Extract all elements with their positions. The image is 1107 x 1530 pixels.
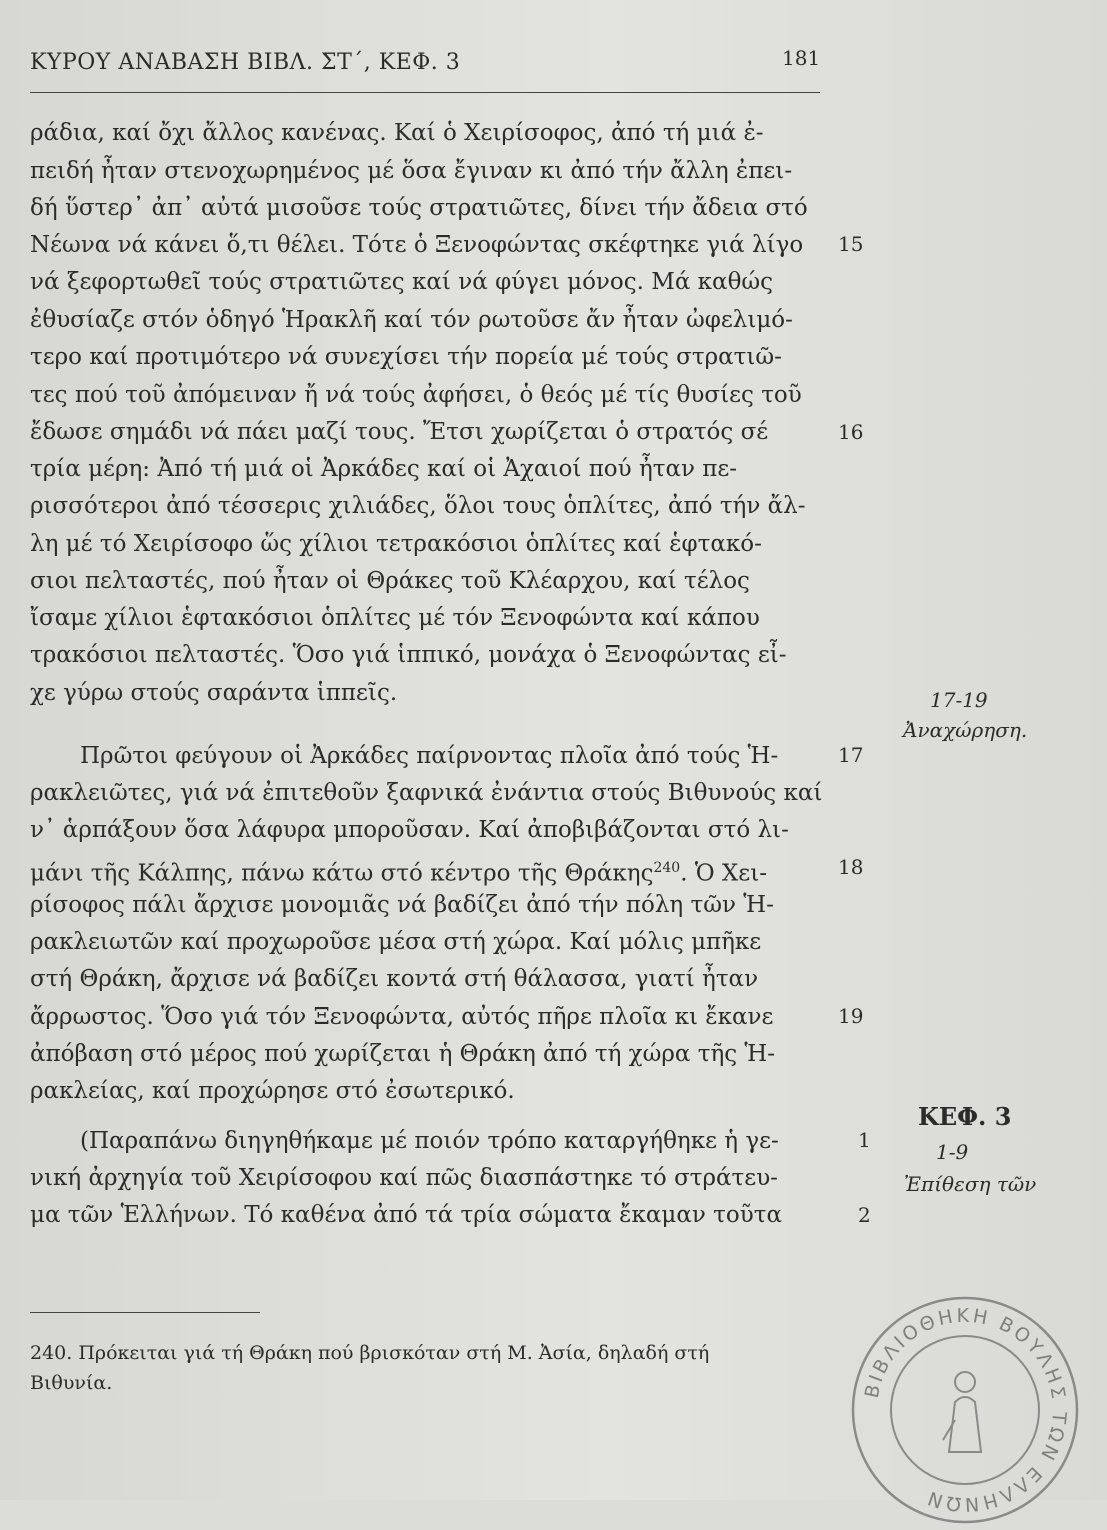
text-line: μα τῶν Ἑλλήνων. Τό καθένα ἀπό τά τρία σώματα ἔκαμαν τοῦτα [30,1202,782,1228]
line-number: 16 [838,420,864,444]
margin-label: Ἐπίθεση τῶν [904,1172,1037,1196]
margin-label: Ἀναχώρηση. [903,718,1028,742]
text-line: ρακλείας, καί προχώρησε στό ἐσωτερικό. [30,1078,515,1104]
text-line: νική ἀρχηγία τοῦ Χειρίσοφου καί πῶς διασπάστηκε τό στράτευ- [30,1165,778,1191]
text-line: ρίσοφος πάλι ἄρχισε μονομιᾶς νά βαδίζει ἀπό τήν πόλη τῶν Ἡ- [30,892,774,918]
text-line: ἄρρωστος. Ὅσο γιά τόν Ξενοφώντα, αὐτός πῆρε πλοῖα κι ἔκανε [30,1004,774,1030]
header-rule [30,92,820,93]
stamp-text: ΒΙΒΛΙΟΘΗΚΗ ΒΟΥΛΗΣ ΤΩΝ ΕΛΛΗΝΩΝ [860,1304,1071,1516]
footnote-line: 240. Πρόκειται γιά τή Θράκη πού βρισκόταν στή Μ. Ἀσία, δηλαδή στή [30,1342,710,1364]
text-segment: μάνι τῆς Κάλπης, πάνω κάτω στό κέντρο τῆς Θράκης [30,860,654,887]
library-stamp [845,1290,1085,1530]
running-header-title: ΚΥΡΟΥ ΑΝΑΒΑΣΗ ΒΙΒΛ. ΣΤ΄, ΚΕΦ. 3 [30,50,461,75]
text-line: ρισσότεροι ἀπό τέσσερις χιλιάδες, ὅλοι τους ὁπλίτες, ἀπό τήν ἄλ- [30,493,806,519]
line-number: 15 [838,232,864,256]
text-line: πειδή ἦταν στενοχωρημένος μέ ὅσα ἔγιναν κι ἀπό τήν ἄλλη ἐπει- [30,158,793,184]
text-line: δή ὕστερ᾽ ἀπ᾽ αὐτά μισοῦσε τούς στρατιῶτες, δίνει τήν ἄδεια στό [30,195,808,221]
text-line: ἀπόβαση στό μέρος πού χωρίζεται ἡ Θράκη ἀπό τή χώρα τῆς Ἡ- [30,1041,776,1067]
text-line: νά ξεφορτωθεῖ τούς στρατιῶτες καί νά φύγει μόνος. Μά καθώς [30,269,774,295]
line-number: 17 [838,743,864,767]
line-number: 1 [858,1128,871,1152]
text-line: ν᾽ ἁρπάξουν ὅσα λάφυρα μποροῦσαν. Καί ἀποβιβάζονται στό λι- [30,817,789,843]
text-line: Πρῶτοι φεύγουν οἱ Ἀρκάδες παίρνοντας πλοῖα ἀπό τούς Ἡ- [80,743,779,769]
text-line: ρακλειῶτες, γιά νά ἐπιτεθοῦν ξαφνικά ἐνάντια στούς Βιθυνούς καί [30,780,823,806]
chapter-heading: ΚΕΦ. 3 [918,1102,1012,1131]
margin-range: 17-19 [930,688,988,712]
text-line-with-footnote [30,853,830,889]
text-line: σιοι πελταστές, πού ἦταν οἱ Θράκες τοῦ Κλέαρχου, καί τέλος [30,568,750,594]
text-line: τρακόσιοι πελταστές. Ὅσο γιά ἱππικό, μονάχα ὁ Ξενοφώντας εἶ- [30,642,787,668]
text-line: τερο καί προτιμότερο νά συνεχίσει τήν πορεία μέ τούς στρατιῶ- [30,344,782,370]
footnote-rule [30,1312,260,1313]
page-number: 181 [782,46,821,70]
text-line: ἐθυσίαζε στόν ὁδηγό Ἡρακλῆ καί τόν ρωτοῦσε ἄν ἦταν ὠφελιμό- [30,307,793,333]
text-line: στή Θράκη, ἄρχισε νά βαδίζει κοντά στή θάλασσα, γιατί ἦταν [30,966,759,992]
footnote-line: Βιθυνία. [30,1372,113,1394]
text-line: τρία μέρη: Ἀπό τή μιά οἱ Ἀρκάδες καί οἱ Ἀχαιοί πού ἦταν πε- [30,456,738,482]
text-line: (Παραπάνω διηγηθήκαμε μέ ποιόν τρόπο καταργήθηκε ἡ γε- [80,1128,779,1154]
margin-range: 1-9 [936,1140,969,1164]
text-line: λη μέ τό Χειρίσοφο ὥς χίλιοι τετρακόσιοι ὁπλίτες καί ἑφτακό- [30,531,762,557]
text-line: Νέωνα νά κάνει ὅ,τι θέλει. Τότε ὁ Ξενοφώντας σκέφτηκε γιά λίγο [30,232,804,258]
line-number: 2 [858,1203,871,1227]
text-line: ἴσαμε χίλιοι ἑφτακόσιοι ὁπλίτες μέ τόν Ξενοφώντα καί κάπου [30,605,760,631]
footnote-reference[interactable]: 240 [653,860,681,876]
text-line: ἔδωσε σημάδι νά πάει μαζί τους. Ἔτσι χωρίζεται ὁ στρατός σέ [30,419,769,445]
line-number: 18 [838,855,864,879]
stamp-figure-icon [943,1372,981,1452]
line-number: 19 [838,1004,864,1028]
text-line: ράδια, καί ὄχι ἄλλος κανένας. Καί ὁ Χειρίσοφος, ἀπό τή μιά ἐ- [30,120,764,146]
text-line: τες πού τοῦ ἀπόμειναν ἤ νά τούς ἀφήσει, ὁ θεός μέ τίς θυσίες τοῦ [30,382,802,408]
text-segment: . Ὁ Χει- [680,860,767,887]
text-line: ρακλειωτῶν καί προχωροῦσε μέσα στή χώρα. Καί μόλις μπῆκε [30,929,762,955]
text-line: χε γύρω στούς σαράντα ἱππεῖς. [30,680,398,706]
